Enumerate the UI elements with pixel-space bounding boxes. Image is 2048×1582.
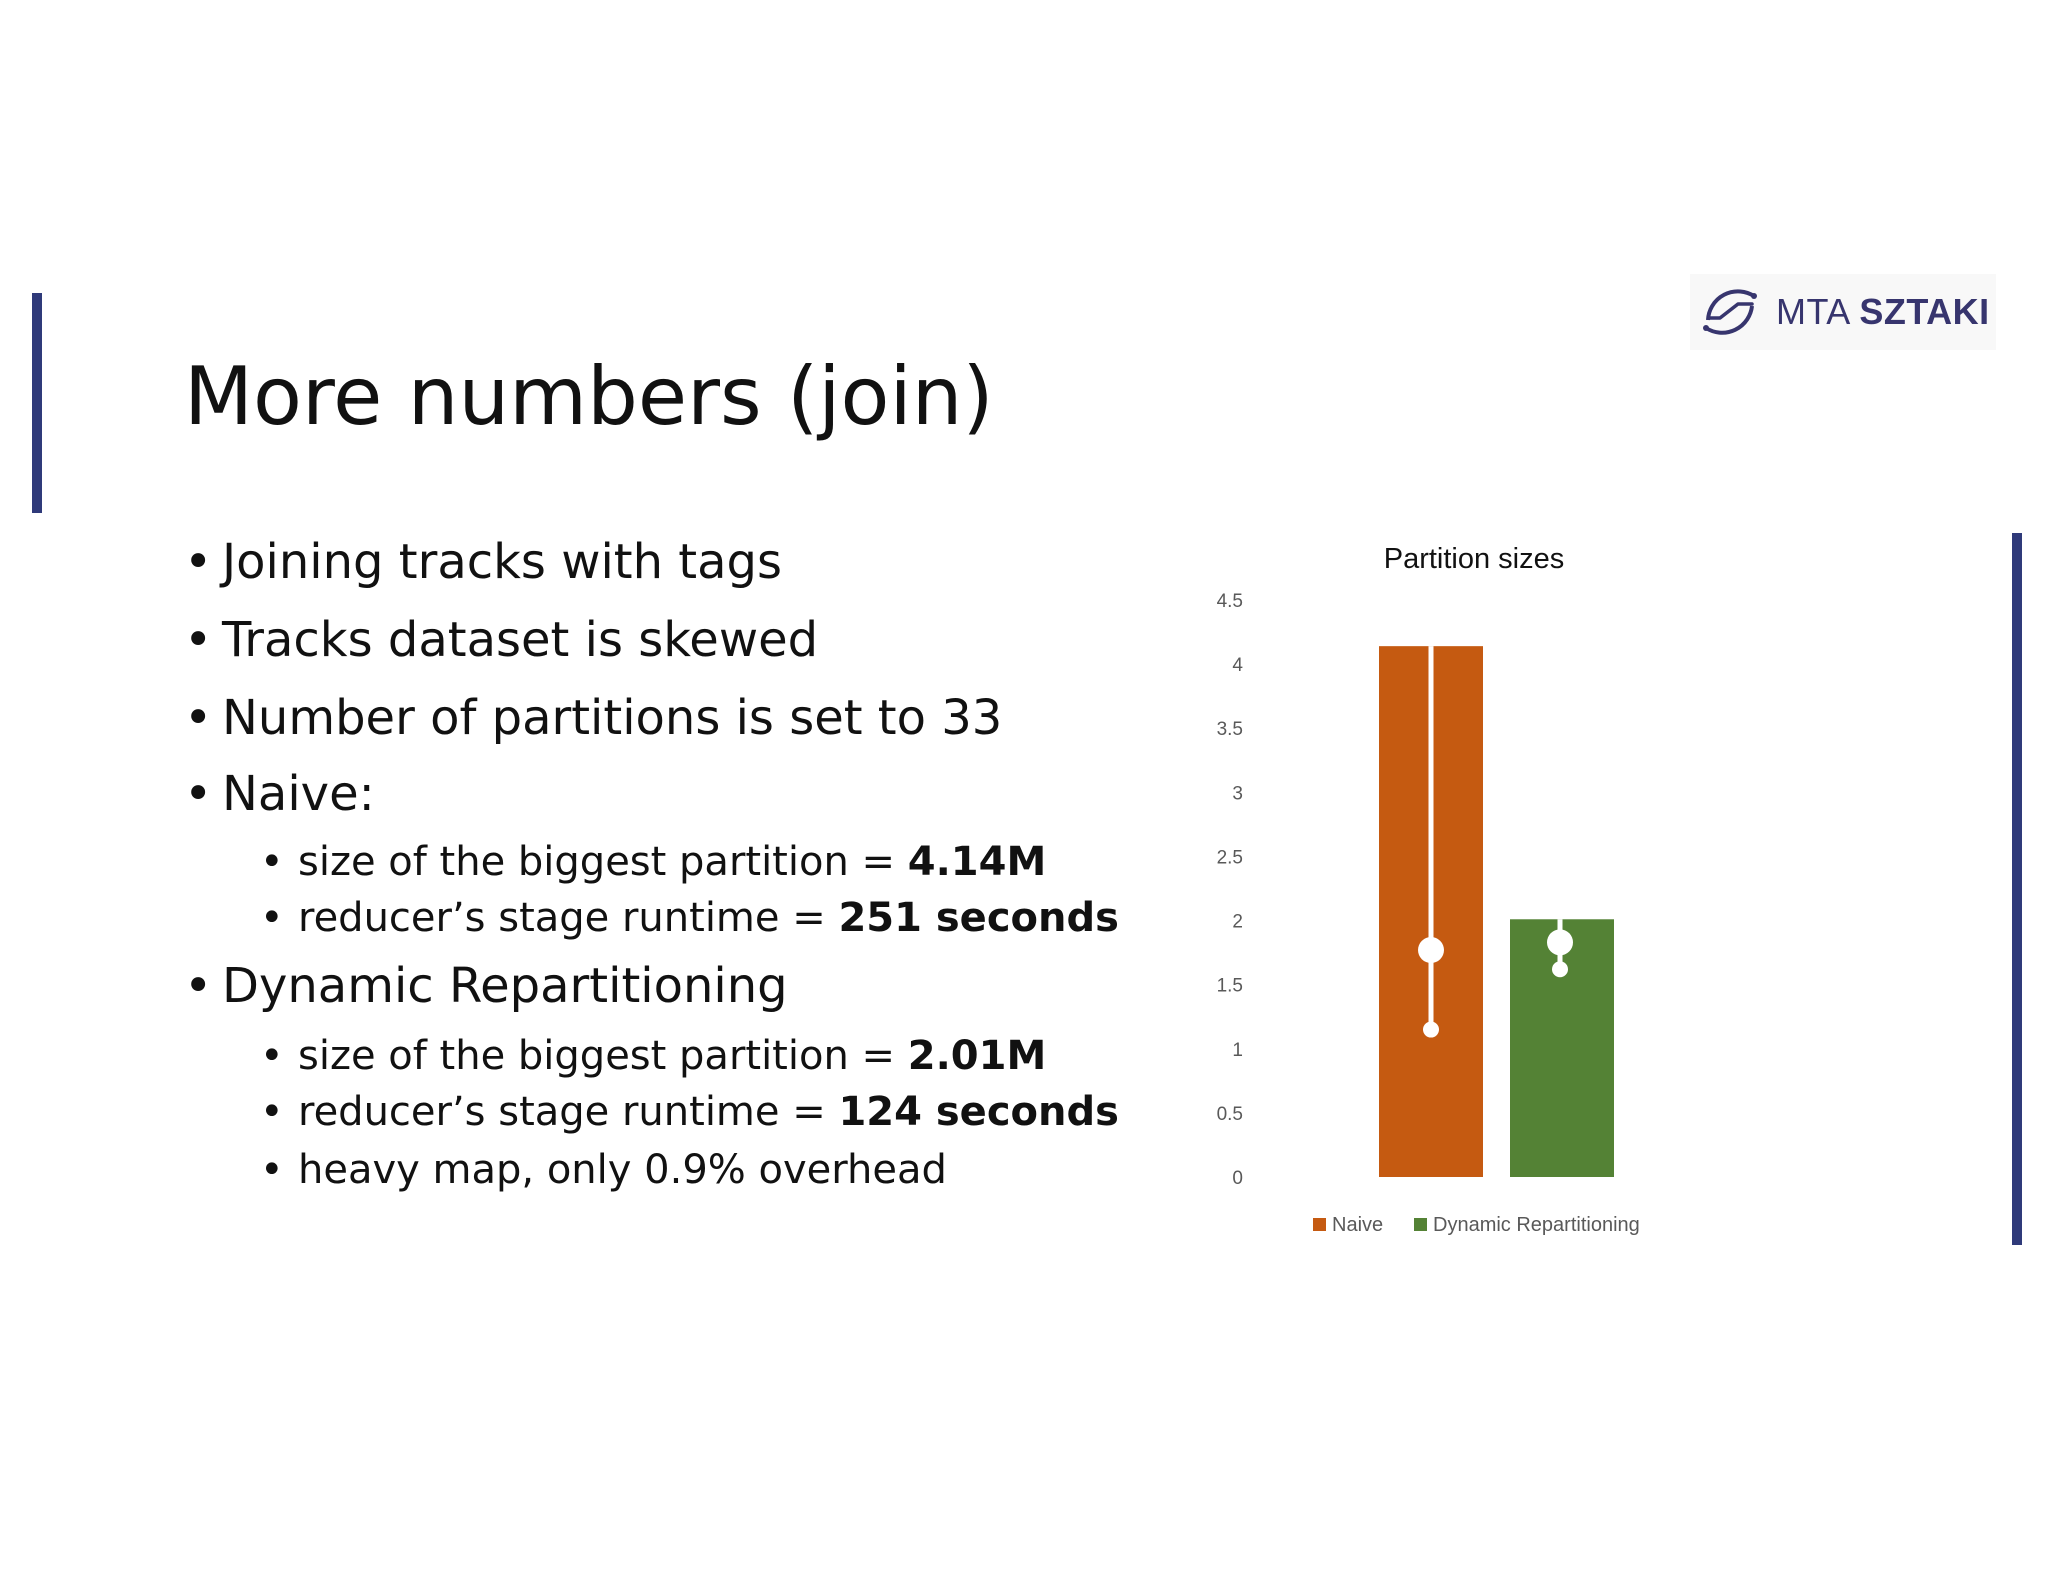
- sub-bullet-value: 251 seconds: [838, 895, 1119, 941]
- sub-bullet-item: [260, 1089, 1119, 1135]
- bullet-item: [184, 766, 375, 822]
- bullet-text: Number of partitions is set to 33: [222, 690, 1003, 746]
- bullet-dot: •: [260, 839, 284, 885]
- legend-label: Naive: [1332, 1214, 1384, 1236]
- legend-swatch: [1414, 1218, 1427, 1231]
- bullet-text: Naive:: [222, 766, 375, 822]
- logo-prefix: MTA: [1776, 291, 1849, 332]
- sub-bullet-item: [260, 1033, 1047, 1079]
- y-tick-label: 0.5: [1216, 1103, 1243, 1125]
- bullet-dot: •: [260, 895, 284, 941]
- legend-label: Dynamic Repartitioning: [1433, 1214, 1640, 1236]
- y-axis: [1217, 591, 1244, 1189]
- logo-icon: [1694, 276, 1766, 348]
- partition-sizes-chart: [1180, 520, 1680, 1260]
- page-title: More numbers (join): [184, 350, 994, 443]
- bullet-dot: •: [184, 534, 213, 590]
- y-tick-label: 4.5: [1216, 591, 1243, 612]
- left-accent-bar: [32, 293, 42, 513]
- right-accent-bar: [2012, 533, 2022, 1245]
- legend-swatch: [1313, 1218, 1326, 1231]
- bullet-item: [184, 612, 819, 668]
- bullet-dot: •: [184, 766, 213, 822]
- sub-bullet-item: [260, 895, 1119, 941]
- sub-bullet-value: 124 seconds: [838, 1089, 1119, 1135]
- sub-bullet-label: size of the biggest partition =: [298, 1033, 908, 1079]
- bullet-text: Tracks dataset is skewed: [222, 612, 819, 668]
- bar-overlay-dot: [1547, 929, 1573, 955]
- bar-overlay-dot: [1423, 1022, 1439, 1038]
- bullet-dot: •: [184, 612, 213, 668]
- bullet-dot: •: [184, 958, 213, 1014]
- chart-title: Partition sizes: [1383, 543, 1565, 575]
- sub-bullet-item: [260, 839, 1047, 885]
- sub-bullet-label: size of the biggest partition =: [298, 839, 908, 885]
- bullet-dot: •: [260, 1033, 284, 1079]
- y-tick-label: 3: [1232, 783, 1243, 805]
- bars: [1379, 646, 1614, 1177]
- sub-bullet-value: 4.14M: [907, 839, 1047, 885]
- logo: [1690, 274, 1996, 350]
- sub-bullet-label: reducer’s stage runtime =: [298, 1089, 839, 1135]
- sub-bullet-label: reducer’s stage runtime =: [298, 895, 839, 941]
- logo-text: [1776, 291, 1990, 333]
- y-tick-label: 0: [1232, 1168, 1243, 1189]
- bullet-dot: •: [260, 1089, 284, 1135]
- sub-bullet-label: heavy map, only 0.9% overhead: [298, 1147, 947, 1193]
- sub-bullet-item: [260, 1147, 947, 1193]
- y-tick-label: 2: [1232, 911, 1243, 933]
- y-tick-label: 3.5: [1216, 719, 1243, 741]
- bullet-item: [184, 690, 1003, 746]
- bullet-dot: •: [260, 1147, 284, 1193]
- bullet-dot: •: [184, 690, 213, 746]
- chart-legend: [1313, 1214, 1640, 1236]
- bullet-text: Joining tracks with tags: [222, 534, 782, 590]
- y-tick-label: 1.5: [1216, 975, 1243, 997]
- bar-overlay-dot: [1418, 937, 1444, 963]
- bullet-text: Dynamic Repartitioning: [222, 958, 788, 1014]
- y-tick-label: 2.5: [1216, 847, 1243, 869]
- bar-overlay-dot: [1552, 961, 1568, 977]
- logo-name: SZTAKI: [1859, 291, 1990, 332]
- y-tick-label: 4: [1232, 655, 1243, 677]
- bullet-item: [184, 534, 782, 590]
- sub-bullet-value: 2.01M: [907, 1033, 1047, 1079]
- bullet-item: [184, 958, 788, 1014]
- y-tick-label: 1: [1232, 1039, 1243, 1061]
